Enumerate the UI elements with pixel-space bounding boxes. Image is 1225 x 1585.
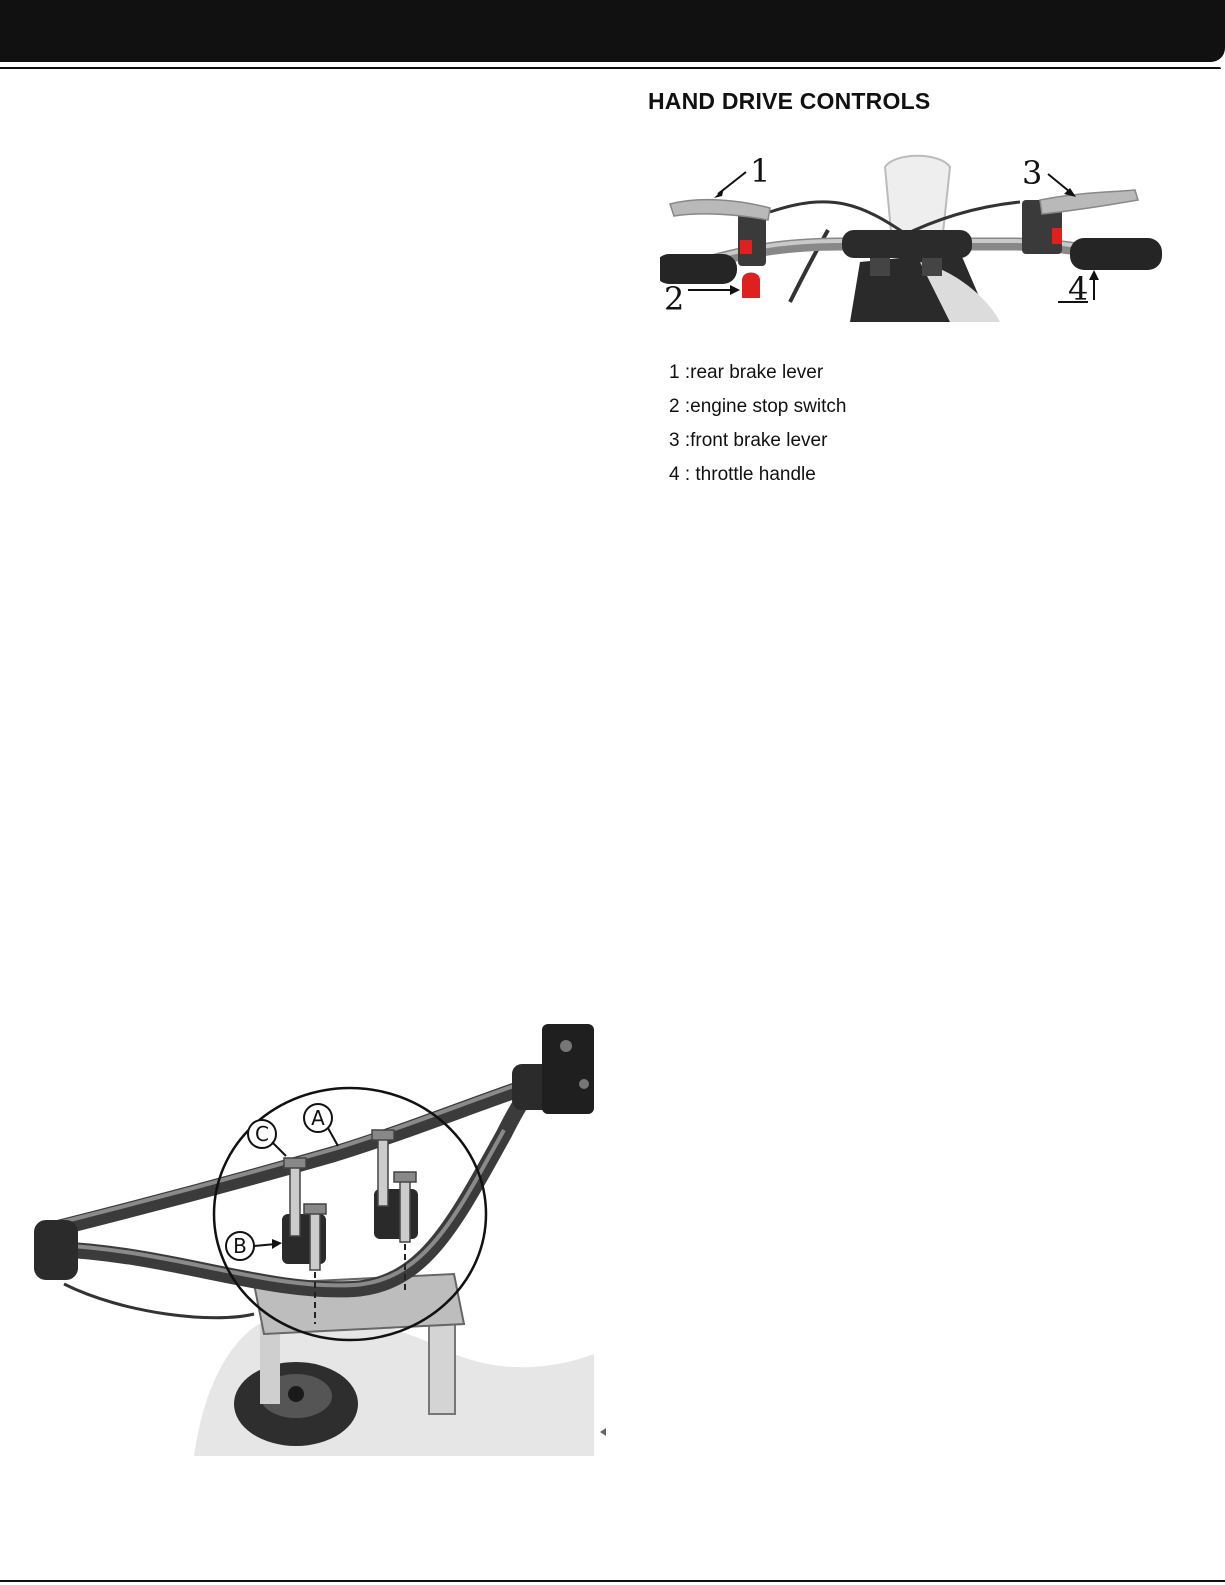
callout-2: 2 (664, 280, 685, 318)
footer-rule (0, 1580, 1225, 1582)
header-rule (0, 67, 1221, 69)
callout-1: 1 (750, 152, 771, 190)
controls-legend (669, 356, 846, 492)
callout-3: 3 (1022, 154, 1043, 192)
hand-controls-photo (660, 152, 1170, 322)
label-b: B (233, 1234, 247, 1258)
handlebar-mount-photo (34, 1024, 606, 1456)
legend-item: 1 :rear brake lever (669, 362, 824, 383)
callout-4: 4 (1068, 270, 1089, 308)
legend-item: 4 : throttle handle (669, 464, 816, 485)
legend-item: 2 :engine stop switch (669, 396, 847, 417)
header-bar (0, 0, 1225, 62)
label-a: A (311, 1106, 325, 1130)
section-title: HAND DRIVE CONTROLS (648, 88, 931, 114)
legend-item: 3 :front brake lever (669, 430, 828, 451)
label-c: C (255, 1122, 269, 1146)
